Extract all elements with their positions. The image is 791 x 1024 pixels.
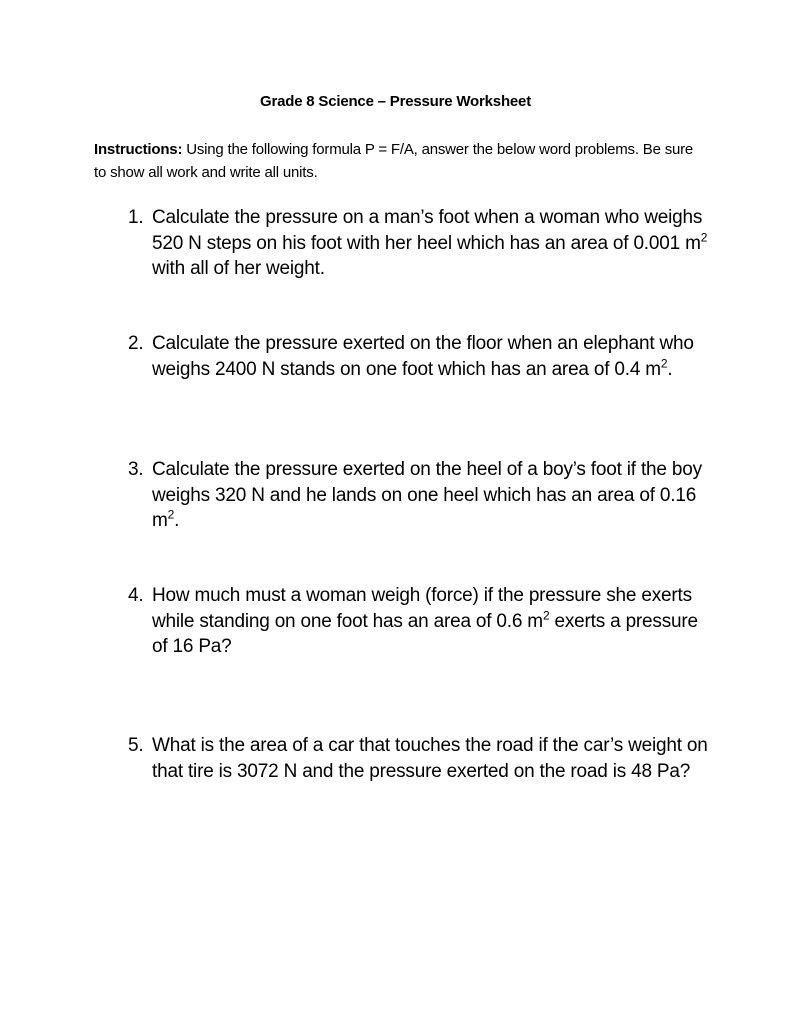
question-text-main: Calculate the pressure on a man’s foot when a woman who weighs 520 N steps on his foot with her heel which has an area of 0.001 m [152,207,703,254]
unit-superscript: 2 [542,608,550,623]
question-text-main: Calculate the pressure exerted on the heel of a boy’s foot if the boy weighs 320 N and he lands on one heel which has an area of 0.16 m [152,459,702,531]
unit-superscript: 2 [167,507,175,522]
question-number: 5. [128,735,144,756]
question-text-main: What is the area of a car that touches the road if the car’s weight on that tire is 3072 N and the pressure exerted on the road is 48 Pa? [152,735,708,782]
question-item [128,331,708,382]
question-text [152,205,708,282]
instructions-paragraph [94,138,694,184]
question-text [152,457,708,534]
question-number: 4. [128,585,144,606]
question-item [128,583,708,660]
question-item [128,457,708,534]
question-number: 2. [128,333,144,354]
unit-superscript: 2 [700,230,708,245]
question-text-end: exerts a pressure of 16 Pa? [152,610,698,657]
question-text-end: with all of her weight. [152,258,325,279]
question-text [152,733,708,784]
question-number: 3. [128,459,144,480]
question-text [152,583,708,660]
unit-superscript: 2 [660,356,668,371]
question-text [152,331,708,382]
question-text-main: Calculate the pressure exerted on the floor when an elephant who weighs 2400 N stands on one foot which has an area of 0.4 m [152,333,694,380]
question-item [128,205,708,282]
question-number: 1. [128,207,144,228]
question-item [128,733,708,784]
question-text-end: . [667,358,673,380]
question-text-main: How much must a woman weigh (force) if the pressure she exerts while standing on one foot has an area of 0.6 m [152,585,692,632]
instructions-text: Using the following formula P = F/A, answer the below word problems. Be sure to show all work and write all units. [94,141,694,181]
question-text-end: . [174,510,180,531]
page-title: Grade 8 Science – Pressure Worksheet [259,93,531,110]
instructions-label: Instructions: [94,141,183,158]
